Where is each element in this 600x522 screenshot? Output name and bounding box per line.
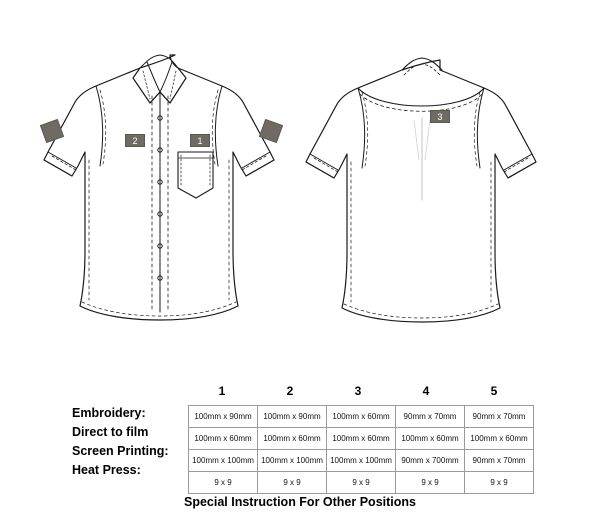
special-instruction-note: Special Instruction For Other Positions: [184, 495, 416, 509]
table-row: [189, 406, 534, 428]
row-label-screen-printing: Screen Printing:: [72, 444, 169, 458]
cell-screen-2: 100mm x 100mm: [258, 450, 327, 472]
column-header-4: 4: [422, 384, 430, 398]
cell-heatpress-4: 9 x 9: [396, 472, 465, 494]
table-column-headers: [188, 384, 528, 398]
marker-1-left-chest[interactable]: 1: [190, 134, 210, 147]
marker-3-back-yoke[interactable]: 3: [430, 110, 450, 123]
cell-embroidery-2: 100mm x 90mm: [258, 406, 327, 428]
cell-heatpress-3: 9 x 9: [327, 472, 396, 494]
column-header-1: 1: [218, 384, 226, 398]
cell-embroidery-5: 90mm x 70mm: [465, 406, 534, 428]
marker-2-right-chest[interactable]: 2: [125, 134, 145, 147]
cell-screen-1: 100mm x 100mm: [189, 450, 258, 472]
row-label-direct-to-film: Direct to film: [72, 425, 149, 439]
cell-embroidery-3: 100mm x 60mm: [327, 406, 396, 428]
table-row-labels: [72, 404, 192, 480]
shirt-back-view: [306, 58, 536, 322]
column-header-2: 2: [286, 384, 294, 398]
cell-screen-4: 90mm x 700mm: [396, 450, 465, 472]
cell-dtf-4: 100mm x 60mm: [396, 428, 465, 450]
print-size-table: [188, 405, 534, 494]
table-row: [189, 472, 534, 494]
column-header-5: 5: [490, 384, 498, 398]
shirt-front-view: [44, 55, 274, 320]
cell-dtf-1: 100mm x 60mm: [189, 428, 258, 450]
row-label-heat-press: Heat Press:: [72, 463, 141, 477]
cell-heatpress-5: 9 x 9: [465, 472, 534, 494]
cell-embroidery-1: 100mm x 90mm: [189, 406, 258, 428]
cell-screen-5: 90mm x 70mm: [465, 450, 534, 472]
cell-dtf-3: 100mm x 60mm: [327, 428, 396, 450]
table-row: [189, 450, 534, 472]
cell-embroidery-4: 90mm x 70mm: [396, 406, 465, 428]
row-label-embroidery: Embroidery:: [72, 406, 146, 420]
cell-dtf-2: 100mm x 60mm: [258, 428, 327, 450]
table-row: [189, 428, 534, 450]
cell-screen-3: 100mm x 100mm: [327, 450, 396, 472]
cell-heatpress-2: 9 x 9: [258, 472, 327, 494]
cell-heatpress-1: 9 x 9: [189, 472, 258, 494]
column-header-3: 3: [354, 384, 362, 398]
cell-dtf-5: 100mm x 60mm: [465, 428, 534, 450]
